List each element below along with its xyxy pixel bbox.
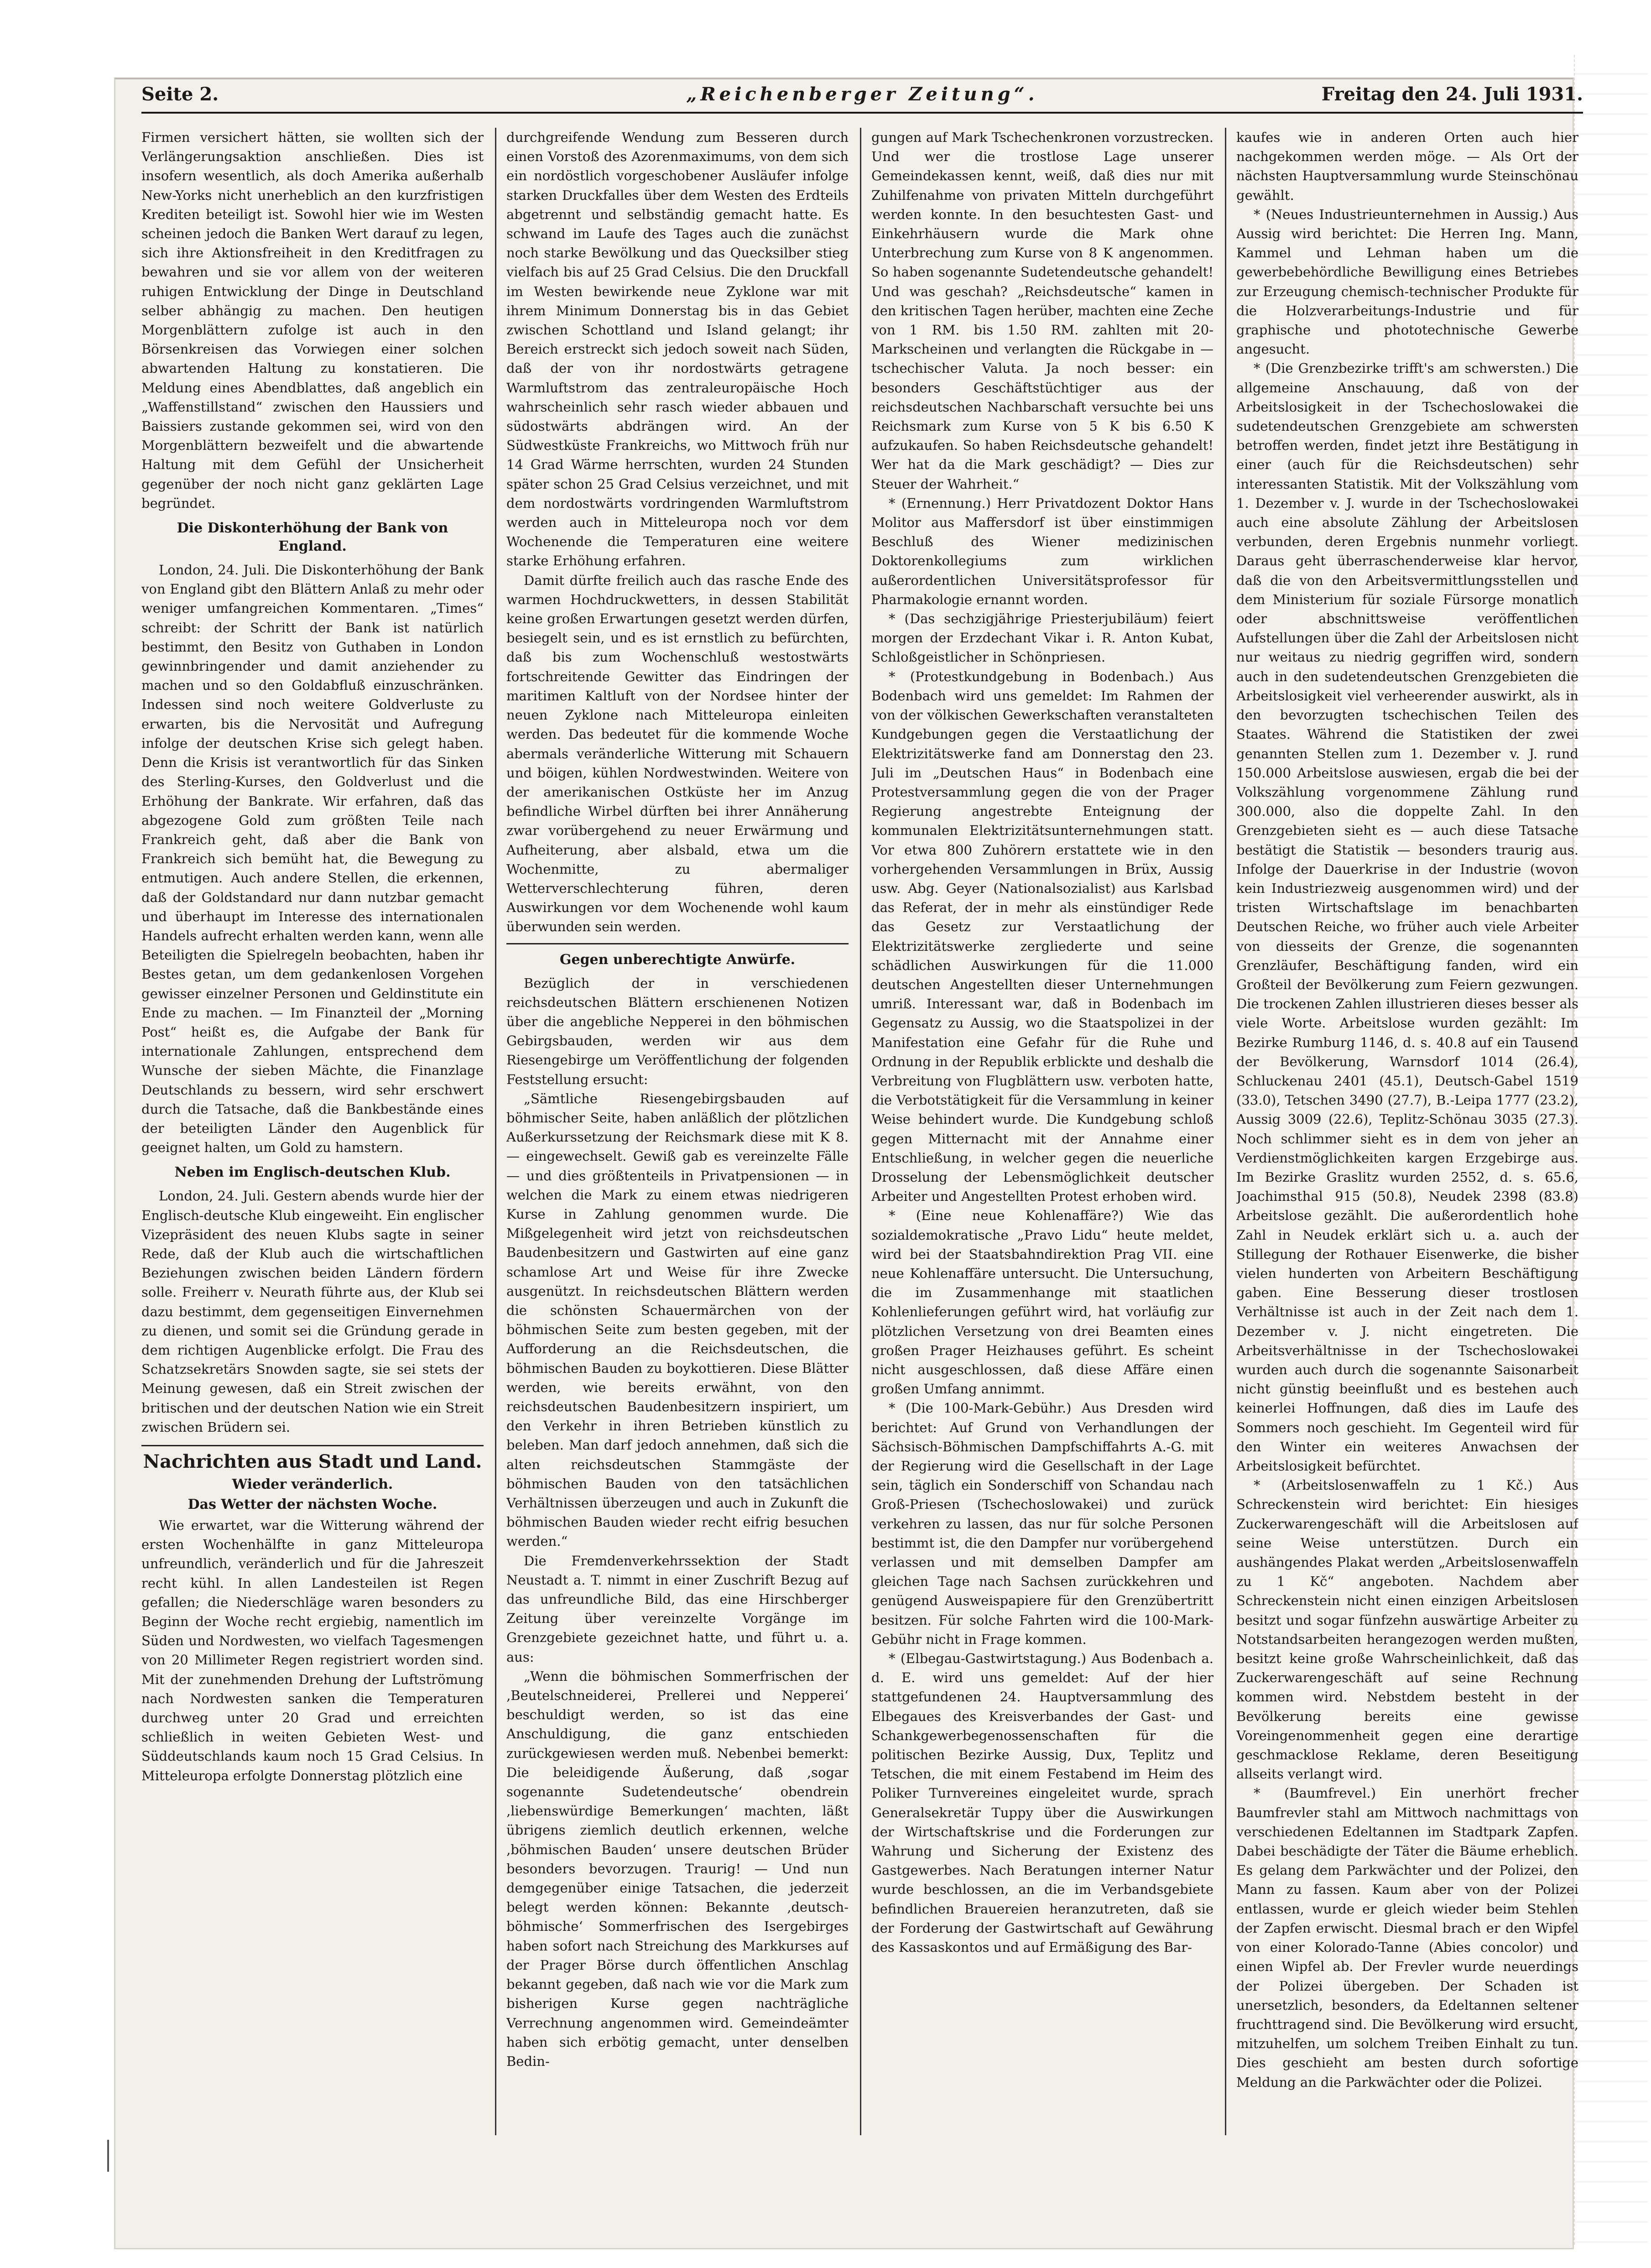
article-paragraph: * (Die 100-Mark-Gebühr.) Aus Dresden wird berichtet: Auf Grund von Verhandlungen der Sächsisch-Böhmischen Dampfschiffahrts A.-G. mit der Regierung wird die Gesellschaft in der Lage sein, täglich ein Sonderschiff von Schandau nach Groß-Priesen (Tschechoslowakei) und zurück verkehren zu lassen, das nur für solche Personen bestimmt ist, die den Dampfer nur vorübergehend verlassen und mit demselben Dampfer am gleichen Tage nach Sachsen zurückkehren und genügend Ausweispapiere für den Grenzübertritt besitzen. Für solche Fahrten wird die 100-Mark-Gebühr nicht in Frage kommen. xyxy=(871,1400,1214,1647)
page-header xyxy=(141,80,1583,114)
article-paragraph: Firmen versichert hätten, sie wollten sich der Verlängerungsaktion anschließen. Dies ist insofern wesentlich, als doch Amerika außerhalb New-Yorks nicht unerheblich an den kurzfristigen Krediten beteiligt ist. Sowohl hier wie im Westen scheinen jedoch die Banken Wert darauf zu legen, sich ihre Aktionsfreiheit in den Kreditfragen zu bewahren und sie vor allem von der weiteren ruhigen Entwicklung der Dinge in Deutschland selber abhängig zu machen. Den heutigen Morgenblättern zufolge ist auch in den Börsenkreisen das Vorwiegen einer solchen abwartenden Haltung zu konstatieren. Die Meldung eines Abendblattes, daß angeblich ein „Waffenstillstand“ zwischen den Haussiers und Baissiers zustande gekommen sei, wird von den Morgenblättern bezweifelt und die abwartende Haltung mit dem Gefühl der Unsicherheit gegenüber der noch nicht ganz geklärten Lage begründet. xyxy=(141,130,484,511)
issue-date: Freitag den 24. Juli 1931. xyxy=(1321,83,1583,105)
article-paragraph: Damit dürfte freilich auch das rasche Ende des warmen Hochdruckwetters, in dessen Stabilität keine großen Erwartungen gesetzt werden dürfen, besiegelt sein, und es ist ernstlich zu befürchten, daß bis zum Wochenschluß westostwärts fortschreitende Gewitter das Eindringen der maritimen Kaltluft von der Nordsee hinter der neuen Zyklone nach Mitteleuropa einleiten werden. Das bedeutet für die kommende Woche abermals veränderliche Witterung mit Schauern und böigen, kühlen Nordwestwinden. Weitere von der amerikanischen Ostküste her im Anzug befindliche Wirbel dürften bei ihrer Annäherung zwar vorübergehend zu neuer Erwärmung und Aufheiterung, aber alsbald, etwa um die Wochenmitte, zu abermaliger Wetterverschlechterung führen, deren Auswirkungen vor dem Wochenende wohl kaum überwunden sein werden. xyxy=(506,572,849,935)
article-heading: Das Wetter der nächsten Woche. xyxy=(187,1496,437,1512)
article-paragraph: gungen auf Mark Tschechenkronen vorzustrecken. Und wer die trostlose Lage unserer Gemeindekassen kennt, weiß, daß dies nur mit Zuhilfenahme von privaten Mitteln durchgeführt werden konnte. In den besuchtesten Gast- und Einkehrhäusern wurde die Mark ohne Unterbrechung zum Kurse von 8 K angenommen. So haben sogenannte Sudetendeutsche gehandelt! Und was geschah? „Reichsdeutsche“ kamen in den kritischen Tagen herüber, machten eine Zeche von 1 RM. bis 1.50 RM. zahlten mit 20-Markscheinen und verlangten die Rückgabe in — tschechischer Valuta. Ja noch besser: ein besonders Geschäftstüchtiger aus der reichsdeutschen Nachbarschaft versuchte bei uns Reichsmark zum Kurse von 5 K bis 6.50 K aufzukaufen. So haben Reichsdeutsche gehandelt! Wer hat da die Mark geschädigt? — Dies zur Steuer der Wahrheit.“ xyxy=(871,130,1214,492)
article-heading: Neben im Englisch-deutschen Klub. xyxy=(174,1164,451,1181)
article-paragraph: Bezüglich der in verschiedenen reichsdeutschen Blättern erschienenen Notizen über die angebliche Nepperei in den böhmischen Gebirgsbauden, werden wir aus dem Riesengebirge um Veröffentlichung der folgenden Feststellung ersucht: xyxy=(506,975,849,1087)
article-paragraph: London, 24. Juli. Gestern abends wurde hier der Englisch-deutsche Klub eingeweiht. Ein englischer Vizepräsident des neuen Klubs sagte in seiner Rede, daß der Klub auch die wirtschaftlichen Beziehungen zwischen beiden Ländern fördern solle. Freiherr v. Neurath führte aus, der Klub sei dazu bestimmt, dem gegenseitigen Einvernehmen zu dienen, und somit sei die Gründung gerade in dem richtigen Augenblicke erfolgt. Die Frau des Schatzsekretärs Snowden sagte, sie sei stets der Meinung gewesen, daß ein Streit zwischen der britischen und der deutschen Nation wie ein Streit zwischen Brüdern sei. xyxy=(141,1188,484,1435)
article-columns xyxy=(141,128,1583,2135)
scan-edge xyxy=(1574,55,1648,2245)
column-rule xyxy=(1225,128,1226,2135)
column-1 xyxy=(141,128,484,2135)
column-rule xyxy=(860,128,861,2135)
column-2 xyxy=(506,128,849,2135)
column-rule xyxy=(495,128,496,2135)
article-paragraph: * (Eine neue Kohlenaffäre?) Wie das sozialdemokratische „Pravo Lidu“ heute meldet, wird bei der Staatsbahndirektion Prag VII. eine neue Kohlenaffäre untersucht. Die Untersuchung, die im Zusammenhange mit staatlichen Kohlenlieferungen geführt wird, hat vorläufig zur plötzlichen Versetzung von drei Beamten eines großen Prager Heizhauses geführt. Es scheint nicht ausgeschlossen, daß diese Affäre einen großen Umfang annimmt. xyxy=(871,1208,1214,1397)
article-paragraph: * (Arbeitslosenwaffeln zu 1 Kč.) Aus Schreckenstein wird berichtet: Ein hiesiges Zuckerwarengeschäft will die Arbeitslosen auf seine Weise unterstützen. Durch ein aushängendes Plakat werden „Arbeitslosenwaffeln zu 1 Kč“ angeboten. Nachdem aber Schreckenstein nicht einen einzigen Arbeitslosen besitzt und sogar fünfzehn auswärtige Arbeiter zu Notstandsarbeiten herangezogen werden mußten, besitzt keine große Wahrscheinlichkeit, daß das Zuckerwarengeschäft auf seine Rechnung kommen wird. Nebstdem besteht in der Bevölkerung bereits eine gewisse Voreingenommenheit gegen eine derartige geschmacklose Reklame, deren Beseitigung allseits verlangt wird. xyxy=(1236,1477,1578,1782)
article-paragraph: „Sämtliche Riesengebirgsbauden auf böhmischer Seite, haben anläßlich der plötzlichen Außerkurssetzung der Reichsmark diese mit K 8.— eingewechselt. Gewiß gab es vereinzelte Fälle — und dies größtenteils in Privatpensionen — in welchen die Mark zu einem etwas niedrigeren Kurse in Zahlung genommen wurde. Die Mißgelegenheit wird jetzt von reichsdeutschen Baudenbesitzern und Gastwirten auf eine ganz schamlose Art und Weise für ihre Zwecke ausgenützt. In reichsdeutschen Blättern werden die schönsten Schauermärchen von der böhmischen Seite zum besten gegeben, mit der Aufforderung an die Reichsdeutschen, die böhmischen Bauden zu boykottieren. Diese Blätter werden, wie bereits erwähnt, von den reichsdeutschen Baudenbesitzern inspiriert, um den Verkehr in ihren Betrieben künstlich zu beleben. Man darf jedoch annehmen, daß sich die alten reichsdeutschen Stammgäste der böhmischen Bauden von den tatsächlichen Verhältnissen überzeugen und auch in Zukunft die böhmischen Bauden wieder recht eifrig besuchen werden.“ xyxy=(506,1090,849,1549)
article-heading: Die Diskonterhöhung der Bank von England. xyxy=(177,520,448,555)
article-paragraph: * (Neues Industrieunternehmen in Aussig.) Aus Aussig wird berichtet: Die Herren Ing. Mann, Kammel und Lehman haben um die gewerbebehördliche Bewilligung eines Betriebes zur Erzeugung chemisch-technischer Produkte für die Holzverarbeitungs-Industrie und für graphische und phototechnische Gewerbe angesucht. xyxy=(1236,206,1578,357)
article-paragraph: durchgreifende Wendung zum Besseren durch einen Vorstoß des Azorenmaximums, von dem sich ein nordöstlich vorgeschobener Ausläufer infolge starken Druckfalles über dem Westen des Erdteils abgetrennt und selbständig gemacht hatte. Es schwand im Laufe des Tages auch die zunächst noch starke Bewölkung und das Quecksilber stieg vielfach bis auf 25 Grad Celsius. Die den Druckfall im Westen bewirkende neue Zyklone war mit ihrem Minimum Donnerstag bis in das Gebiet zwischen Schottland und Island gelangt; ihr Bereich erstreckt sich jedoch soweit nach Süden, daß der von ihr nordostwärts getragene Warmluftstrom das zentraleuropäische Hoch wahrscheinlich sehr rasch wieder abbauen und südostwärts abdrängen wird. An der Südwestküste Frankreichs, wo Mittwoch früh nur 14 Grad Wärme herrschten, wurden 24 Stunden später schon 25 Grad Celsius verzeichnet, und mit dem nordostwärts vordringenden Warmluftstrom werden auch in Mitteleuropa noch vor dem Wochenende die Temperaturen eine weitere starke Erhöhung erfahren. xyxy=(506,130,849,569)
article-heading: Gegen unberechtigte Anwürfe. xyxy=(506,943,849,969)
article-paragraph: * (Ernennung.) Herr Privatdozent Doktor Hans Molitor aus Maffersdorf ist über einstimmigen Beschluß des Wiener medizinischen Doktorenkollegiums zum wirklichen außerordentlichen Universitätsprofessor für Pharmakologie ernannt worden. xyxy=(871,495,1214,607)
article-paragraph: kaufes wie in anderen Orten auch hier nachgekommen werden möge. — Als Ort der nächsten Hauptversammlung wurde Steinschönau gewählt. xyxy=(1236,130,1578,203)
article-paragraph: „Wenn die böhmischen Sommerfrischen der ‚Beutelschneiderei, Prellerei und Nepperei‘ beschuldigt werden, so ist das eine Anschuldigung, die ganz entschieden zurückgewiesen werden muß. Nebenbei bemerkt: Die beleidigende Äußerung, daß ‚sogar sogenannte Sudetendeutsche‘ obendrein ‚liebenswürdige Bemerkungen‘ machten, läßt übrigens ziemlich deutlich erkennen, welche ‚böhmischen Bauden‘ unsere deutschen Brüder besonders bevorzugen. Traurig! — Und nun demgegenüber einige Tatsachen, die jederzeit belegt werden können: Bekannte ‚deutsch-böhmische‘ Sommerfrischen des Isergebirges haben sofort nach Streichung des Markkurses auf der Prager Börse durch öffentlichen Anschlag bekannt gegeben, daß nach wie vor die Mark zum bisherigen Kurse gegen nachträgliche Verrechnung angenommen wird. Gemeindeämter haben sich erbötig gemacht, unter denselben Bedin- xyxy=(506,1668,849,2069)
article-paragraph: * (Das sechzigjährige Priesterjubiläum) feiert morgen der Erzdechant Vikar i. R. Anton Kubat, Schloßgeistlicher in Schönpriesen. xyxy=(871,611,1214,665)
column-3 xyxy=(871,128,1214,2135)
article-paragraph: * (Die Grenzbezirke trifft's am schwersten.) Die allgemeine Anschauung, daß von der Arbeitslosigkeit in der Tschechoslowakei die sudetendeutschen Grenzgebiete am schwersten betroffen werden, findet jetzt ihre Bestätigung in einer (auch für die Reichsdeutschen) sehr interessanten Statistik. Mit der Volkszählung vom 1. Dezember v. J. wurde in der Tschechoslowakei auch eine absolute Zählung der Arbeitslosen verbunden, deren Ergebnis nunmehr vorliegt. Daraus geht überraschenderweise klar hervor, daß die von den Arbeitsvermittlungsstellen und dem Ministerium für soziale Fürsorge monatlich oder abschnittsweise veröffentlichen Aufstellungen über die Zahl der Arbeitslosen nicht nur weitaus zu niedrig gegriffen wird, sondern auch in den sudetendeutschen Grenzgebieten die Arbeitslosigkeit viel verheerender auswirkt, als in den bevorzugten tschechischen Teilen des Staates. Während die Statistiken der zwei genannten Stellen zum 1. Dezember v. J. rund 150.000 Arbeitslose auswiesen, ergab die bei der Volkszählung vorgenommene Zählung rund 300.000, also die doppelte Zahl. In den Grenzgebieten sieht es — auch diese Tatsache bestätigt die Statistik — besonders traurig aus. Infolge der Dauerkrise in der Industrie (wovon kein Industriezweig ausgenommen wird) und der tristen Wirtschaftslage im benachbarten Deutschen Reiche, wo früher auch viele Arbeiter von diesseits der Grenze, die sogenannten Grenzläufer, Beschäftigung fanden, wird ein Großteil der Bevölkerung zum Feiern gezwungen. Die trockenen Zahlen illustrieren dieses besser als viele Worte. Arbeitslose wurden gezählt: Im Bezirke Rumburg 1146, d. s. 40.8 auf ein Tausend der Bevölkerung, Warnsdorf 1014 (26.4), Schluckenau 2401 (45.1), Deutsch-Gabel 1519 (33.0), Tetschen 3490 (27.7), B.-Leipa 1777 (23.2), Aussig 3009 (22.6), Teplitz-Schönau 3035 (27.3). Noch schlimmer sieht es in dem von jeher an Verdienstmöglichkeiten kargen Erzgebirge aus. Im Bezirke Graslitz wurden 2552, d. s. 65.6, Joachimsthal 915 (50.8), Neudek 2398 (83.8) Arbeitslose gezählt. Die außerordentlich hohe Zahl in Neudek erklärt sich u. a. auch der Stillegung der Rothauer Eisenwerke, die bisher vielen hunderten von Arbeitern Beschäftigung gaben. Eine Besserung dieser trostlosen Verhältnisse ist auch in der Zeit nach dem 1. Dezember v. J. nicht eingetreten. Die Arbeitsverhältnisse in der Tschechoslowakei wurden auch durch die sogenannte Saisonarbeit nicht günstig beeinflußt und es bestehen auch keinerlei Hoffnungen, daß dies im Laufe des Sommers noch geschieht. Im Gegenteil wird für den Winter ein weiteres Anwachsen der Arbeitslosigkeit befürchtet. xyxy=(1236,360,1578,1474)
newspaper-title: „Reichenberger Zeitung“. xyxy=(686,83,1038,105)
column-4 xyxy=(1236,128,1578,2135)
article-paragraph: London, 24. Juli. Die Diskonterhöhung der Bank von England gibt den Blättern Anlaß zu mehr oder weniger umfangreichen Kommentaren. „Times“ schreibt: der Schritt der Bank ist natürlich bestimmt, den Besitz von Guthaben in London gewinnbringender und damit anziehender zu machen und so den Goldabfluß einzuschränken. Indessen sind noch weitere Goldverluste zu erwarten, bis die Nervosität und Aufregung infolge der deutschen Krise sich gelegt haben. Denn die Krisis ist verantwortlich für das Sinken des Sterling-Kurses, den Goldverlust und die Erhöhung der Bankrate. Wir erfahren, daß das abgezogene Gold zum größten Teile nach Frankreich geht, daß aber die Bank von Frankreich sich bemüht hat, die Bewegung zu entmutigen. Auch andere Stellen, die erkennen, daß der Goldstandard nur dann nutzbar gemacht und überhaupt im Interesse des internationalen Handels aufrecht erhalten werden kann, wenn alle Beteiligten die Spielregeln beobachten, haben ihr Bestes getan, um dem gedankenlosen Vorgehen gewisser einzelner Personen und Geldinstitute ein Ende zu machen. — Im Finanzteil der „Morning Post“ heißt es, die Aufgabe der Bank für internationale Zahlungen, entsprechend dem Wunsche der sieben Mächte, die Finanzlage Deutschlands zu bessern, wird sehr erschwert durch die Tatsache, daß die Bankbestände eines der beteiligten Länder den Augenblick für geeignet halten, um Gold zu hamstern. xyxy=(141,562,484,1156)
article-paragraph: Die Fremdenverkehrssektion der Stadt Neustadt a. T. nimmt in einer Zuschrift Bezug auf das unfreundliche Bild, das eine Hirschberger Zeitung über vereinzelte Vorgänge im Grenzgebiete gezeichnet hatte, und führt u. a. aus: xyxy=(506,1553,849,1665)
article-paragraph: * (Protestkundgebung in Bodenbach.) Aus Bodenbach wird uns gemeldet: Im Rahmen der von der völkischen Gewerkschaften veranstalteten Kundgebungen gegen die Verstaatlichung der Elektrizitätswerke fand am Donnerstag den 23. Juli im „Deutschen Haus“ in Bodenbach eine Protestversammlung gegen die von der Prager Regierung angestrebte Enteignung der kommunalen Elektrizitätsunternehmungen statt. Vor etwa 800 Zuhörern erstattete wie in den vorhergehenden Versammlungen in Brüx, Aussig usw. Abg. Geyer (Nationalsozialist) aus Karlsbad das Referat, der in mehr als einstündiger Rede das Gesetz zur Verstaatlichung der Elektrizitätswerke zergliederte und seine schädlichen Auswirkungen für die 11.000 deutschen Angestellten dieser Unternehmungen umriß. Interessant war, daß in Bodenbach im Gegensatz zu Aussig, wo die Staatspolizei in der Manifestation eine Gefahr für die Ruhe und Ordnung in der Republik erblickte und deshalb die Verbreitung von Flugblättern usw. verboten hatte, die Verbotstätigkeit für die Versammlung in keiner Weise behindert wurde. Die Kundgebung schloß gegen Mitternacht mit der Annahme einer Entschließung, in welcher gegen die neuerliche Drosselung der Lebensmöglichkeit deutscher Arbeiter und Angestellten Protest erhoben wird. xyxy=(871,668,1214,1204)
margin-mark xyxy=(107,2140,109,2172)
article-heading: Nachrichten aus Stadt und Land. xyxy=(141,1445,484,1471)
article-heading: Wieder veränderlich. xyxy=(232,1476,393,1492)
page-number: Seite 2. xyxy=(141,83,219,105)
article-paragraph: Wie erwartet, war die Witterung während der ersten Wochenhälfte in ganz Mitteleuropa unfreundlich, veränderlich und für die Jahreszeit recht kühl. In allen Landesteilen ist Regen gefallen; die Niederschläge waren besonders zu Beginn der Woche recht ergiebig, namentlich im Süden und Nordwesten, wo vielfach Tagesmengen von 20 Millimeter Regen registriert worden sind. Mit der zunehmenden Drehung der Luftströmung nach Nordwesten sanken die Temperaturen durchweg unter 20 Grad und erreichten schließlich in weiten Gebieten West- und Süddeutschlands kaum noch 15 Grad Celsius. In Mitteleuropa erfolgte Donnerstag plötzlich eine xyxy=(141,1517,484,1783)
article-paragraph: * (Baumfrevel.) Ein unerhört frecher Baumfrevler stahl am Mittwoch nachmittags von verschiedenen Edeltannen im Stadtpark Zapfen. Dabei beschädigte der Täter die Bäume erheblich. Es gelang dem Parkwächter und der Polizei, den Mann zu fassen. Kaum aber von der Polizei entlassen, wurde er gleich wieder beim Stehlen der Zapfen erwischt. Diesmal brach er den Wipfel von einer Kolorado-Tanne (Abies concolor) und einen Wipfel ab. Der Frevler wurde neuerdings der Polizei übergeben. Der Schaden ist unersetzlich, besonders, da Edeltannen seltener fruchttragend sind. Die Bevölkerung wird ersucht, mitzuhelfen, um solchem Treiben Einhalt zu tun. Dies geschieht am besten durch sofortige Meldung an die Parkwächter oder die Polizei. xyxy=(1236,1785,1578,2090)
article-paragraph: * (Elbegau-Gastwirtstagung.) Aus Bodenbach a. d. E. wird uns gemeldet: Auf der hier stattgefundenen 24. Hauptversammlung des Elbegaues des Kreisverbandes der Gast- und Schankgewerbegenossenschaften für die politischen Bezirke Aussig, Dux, Teplitz und Tetschen, die mit einem Festabend im Heim des Poliker Turnvereines eingeleitet wurde, sprach Generalsekretär Tuppy über die Auswirkungen der Wirtschaftskrise und die Forderungen zur Wahrung und Sicherung der Existenz des Gastgewerbes. Nach Beratungen interner Natur wurde beschlossen, an die im Verbandsgebiete befindlichen Brauereien heranzutreten, daß sie der Forderung der Gastwirtschaft auf Gewährung des Kassaskontos und auf Ermäßigung des Bar- xyxy=(871,1651,1214,1955)
